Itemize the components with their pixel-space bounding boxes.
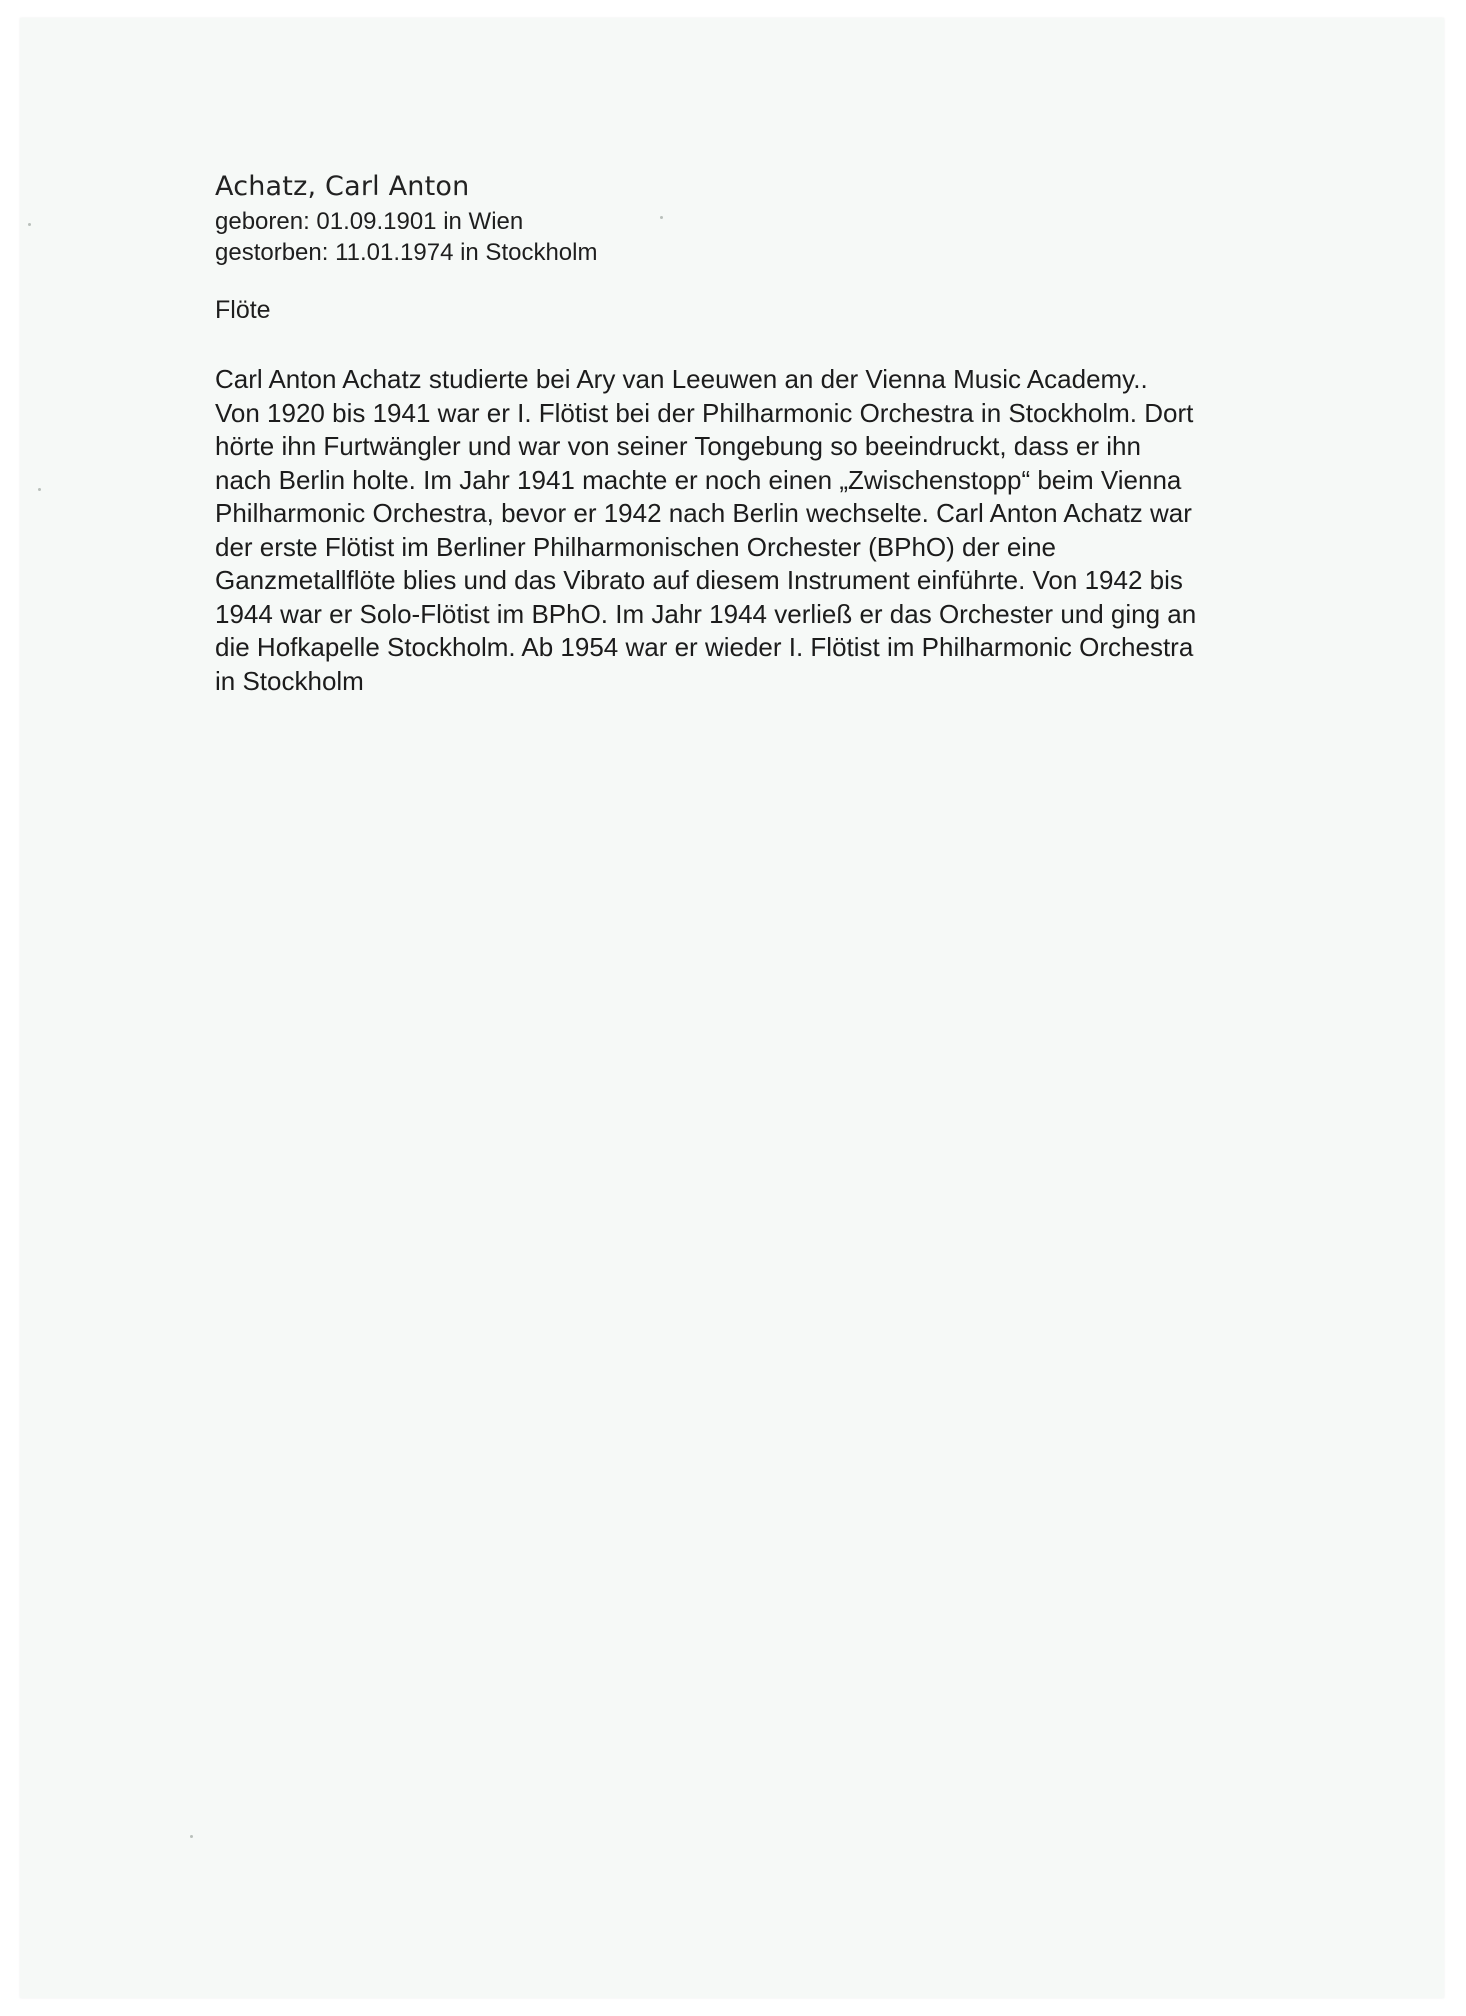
instrument-label: Flöte [215,296,271,324]
bio-line: der erste Flötist im Berliner Philharmonischen Orchester (BPhO) der eine [215,531,1056,562]
document-page [20,18,1444,1998]
biography-paragraph [215,363,1325,698]
bio-line: Von 1920 bis 1941 war er I. Flötist bei der Philharmonic Orchestra in Stockholm. Dort [215,397,1194,428]
bio-line: in Stockholm [215,665,364,696]
scan-speck [38,488,41,491]
bio-line: Philharmonic Orchestra, bevor er 1942 nach Berlin wechselte. Carl Anton Achatz war [215,498,1192,528]
scan-speck [28,223,31,226]
document-body [215,168,1325,698]
scan-speck [190,1835,193,1838]
bio-line: Carl Anton Achatz studierte bei Ary van Leeuwen an der Vienna Music Academy.. [215,364,1148,394]
bio-line: 1944 war er Solo-Flötist im BPhO. Im Jahr 1944 verließ er das Orchester und ging an [215,598,1197,629]
death-info: gestorben: 11.01.1974 in Stockholm [215,239,598,266]
bio-line: Ganzmetallflöte blies und das Vibrato auf diesem Instrument einführte. Von 1942 bis [215,565,1183,595]
bio-line: die Hofkapelle Stockholm. Ab 1954 war er wieder I. Flötist im Philharmonic Orchestra [215,632,1194,662]
bio-line: hörte ihn Furtwängler und war von seiner Tongebung so beeindruckt, dass er ihn [215,431,1141,461]
bio-line: nach Berlin holte. Im Jahr 1941 machte er noch einen „Zwischenstopp“ beim Vienna [215,464,1182,495]
birth-info: geboren: 01.09.1901 in Wien [215,208,524,235]
person-name: Achatz, Carl Anton [215,171,470,202]
